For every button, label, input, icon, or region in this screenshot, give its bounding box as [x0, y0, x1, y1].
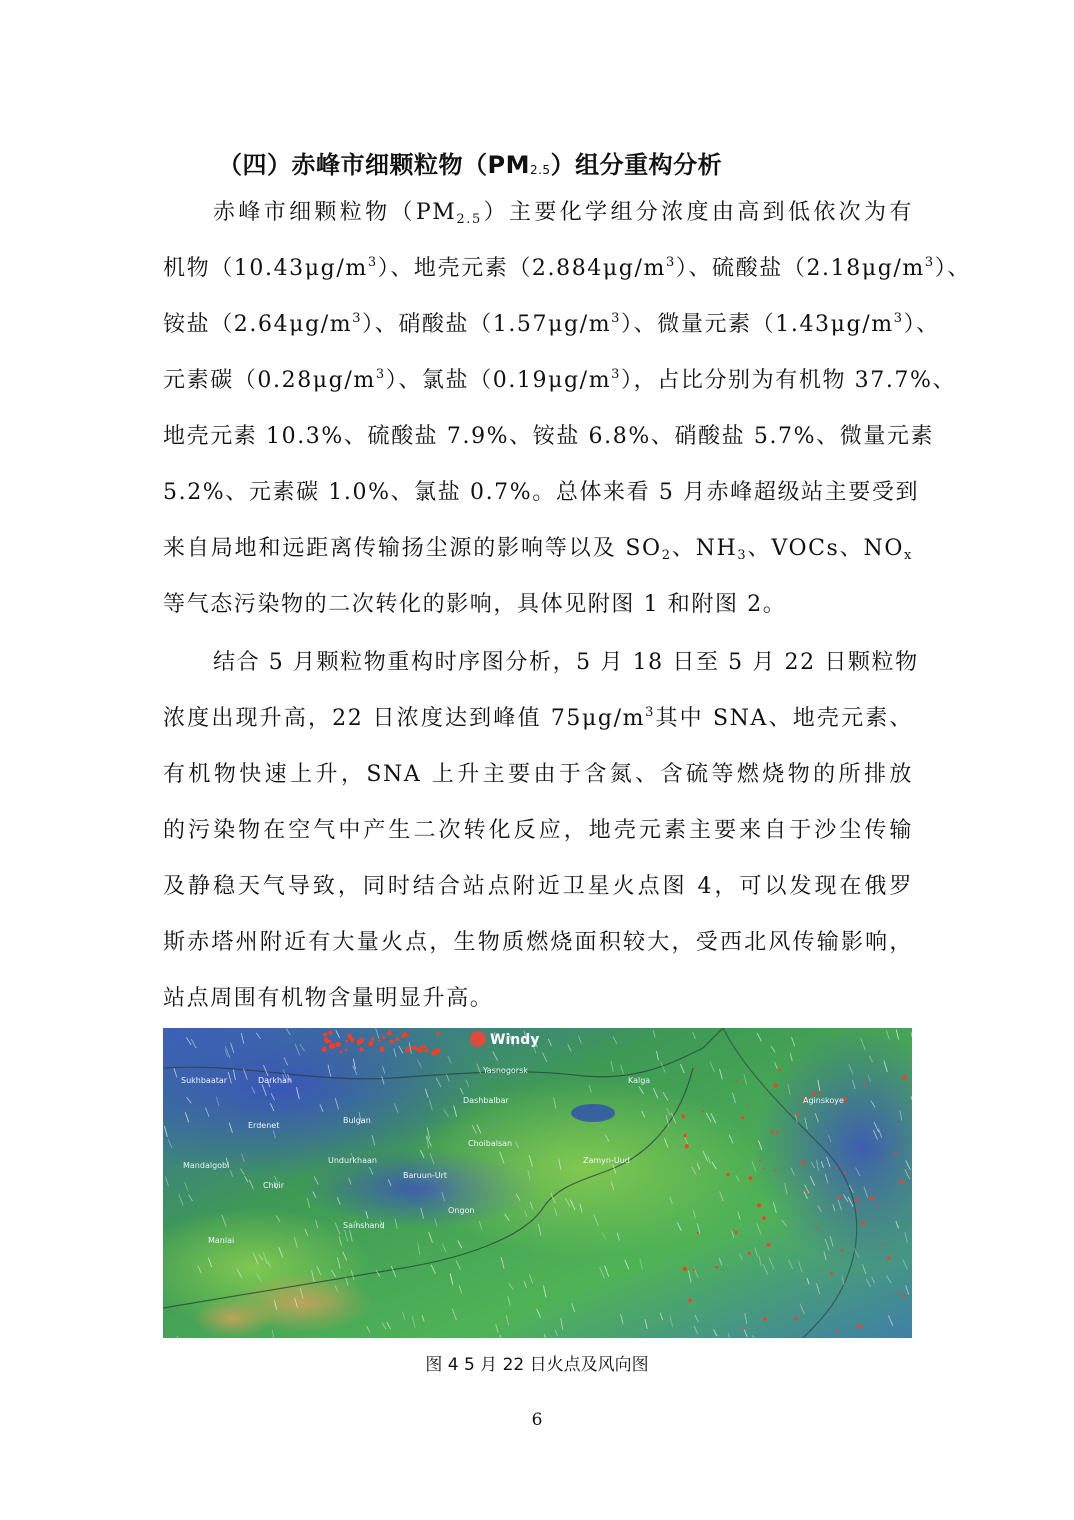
para1-line-6: 5.2%、元素碳 1.0%、氯盐 0.7%。总体来看 5 月赤峰超级站主要受到 [163, 480, 920, 505]
para2-line-4: 的污染物在空气中产生二次转化反应，地壳元素主要来自于沙尘传输 [163, 818, 913, 843]
fire-point [357, 1040, 362, 1045]
fire-point [864, 1083, 866, 1085]
map-place-label: Zamyn-Uud [583, 1156, 630, 1165]
fire-point [763, 1168, 765, 1170]
fire-point [417, 1047, 422, 1052]
fire-point [902, 1295, 905, 1298]
fire-point [387, 1031, 392, 1036]
fire-point [743, 1328, 745, 1330]
fire-point [379, 1047, 384, 1052]
map-place-label: Dashbalbar [463, 1096, 509, 1105]
map-place-label: Baruun-Urt [403, 1171, 448, 1180]
fire-point [841, 1249, 844, 1252]
map-place-label: Sainshand [343, 1221, 385, 1230]
fire-wind-map [163, 1028, 912, 1338]
fire-point [855, 1198, 858, 1201]
map-place-label: Erdenet [248, 1121, 280, 1130]
fire-point [836, 1330, 838, 1332]
map-place-label: Mandalgobi [183, 1161, 230, 1170]
map-place-label: Choir [263, 1181, 285, 1190]
map-place-label: Darkhan [258, 1076, 293, 1085]
fire-point [347, 1034, 352, 1039]
fire-point [899, 1180, 903, 1184]
fire-point [736, 1080, 738, 1082]
fire-point [762, 1216, 766, 1220]
fire-point [763, 1317, 767, 1321]
fire-point [774, 1169, 776, 1171]
para2-line-3: 有机物快速上升，SNA 上升主要由于含氮、含硫等燃烧物的所排放 [163, 762, 913, 787]
windy-logo-text: Windy [490, 1032, 540, 1048]
fire-point [902, 1076, 906, 1080]
fire-point [715, 1266, 717, 1268]
fire-point [436, 1049, 440, 1053]
map-place-label: Manlai [208, 1236, 235, 1245]
para2-line-2: 浓度出现升高，22 日浓度达到峰值 $75\mu g/m^3$其中 SNA、地壳元素、 [163, 705, 914, 731]
fire-point [702, 1110, 704, 1112]
para2-line-1: 结合 5 月颗粒物重构时序图分析，5 月 18 日至 5 月 22 日颗粒物 [213, 650, 919, 675]
map-place-label: Sukhbaatar [181, 1076, 228, 1085]
fire-point [371, 1038, 374, 1041]
fire-point [329, 1043, 335, 1049]
fire-point [836, 1167, 838, 1169]
fire-point [401, 1034, 404, 1037]
para1-line-2: 机物$(10.43\mu g/m^3)$、地壳元素$(2.884\mu g/m^3)$、硫酸盐$(2.18\mu g/m^3)$、 [163, 255, 971, 281]
fire-point [878, 1205, 880, 1207]
fire-point [359, 1047, 363, 1051]
windy-logo [470, 1031, 539, 1048]
para2-line-7: 站点周围有机物含量明显升高。 [163, 986, 494, 1011]
fire-point [328, 1031, 332, 1035]
fire-point [767, 1243, 771, 1247]
fire-point [801, 1161, 805, 1165]
fire-point [414, 1047, 418, 1051]
fire-point [378, 1040, 380, 1042]
fire-point [424, 1045, 427, 1048]
fire-point [324, 1037, 328, 1041]
para1-line-3: 铵盐$(2.64\mu g/m^3)$、硝酸盐$(1.57\mu g/m^3)$、微量元素$(1.43\mu g/m^3)$、 [163, 311, 940, 337]
fire-point [335, 1042, 340, 1047]
fire-point [830, 1272, 833, 1275]
fire-point [857, 1324, 861, 1328]
heading-text-end: ）组分重构分析 [550, 151, 723, 179]
fire-point [726, 1173, 729, 1176]
heading-subscript: 2.5 [529, 163, 551, 177]
fire-point [407, 1034, 410, 1037]
fire-point [425, 1049, 429, 1053]
map-place-label: Aginskoye [803, 1096, 844, 1105]
fire-point [817, 1226, 819, 1228]
map-place-label: Kalga [628, 1076, 651, 1085]
section-heading [218, 145, 722, 180]
fire-point [693, 1068, 695, 1070]
fire-point [747, 1105, 749, 1107]
fire-point [345, 1049, 348, 1052]
fire-point [819, 1091, 822, 1094]
para2-line-5: 及静稳天气导致，同时结合站点附近卫星火点图 4，可以发现在俄罗 [163, 874, 913, 899]
para1-line-4: 元素碳$(0.28\mu g/m^3)$、氯盐$(0.19\mu g/m^3)$，占比分别为有机物 37.7%、 [163, 367, 957, 393]
map-place-label: Ongon [448, 1206, 475, 1215]
fire-point [776, 1131, 779, 1134]
fire-point [685, 1144, 689, 1148]
fire-point [773, 1083, 777, 1087]
fire-point [697, 1232, 699, 1234]
fire-point [778, 1068, 781, 1071]
para2-line-6: 斯赤塔州附近有大量火点，生物质燃烧面积较大，受西北风传输影响， [163, 930, 913, 955]
map-place-label: Yasnogorsk [483, 1066, 528, 1075]
map-tan-region [193, 1298, 273, 1338]
map-place-label: Bulgan [343, 1116, 371, 1125]
map-place-label: Choibalsan [468, 1139, 513, 1148]
fire-point [733, 1229, 735, 1231]
fire-point [368, 1041, 373, 1046]
para1-line-8: 等气态污染物的二次转化的影响，具体见附图 1 和附图 2。 [163, 592, 787, 617]
fire-point [683, 1134, 686, 1137]
fire-point [882, 1244, 884, 1246]
fire-point [895, 1152, 897, 1154]
fire-point [683, 1267, 687, 1271]
fire-point [898, 1291, 900, 1293]
fire-point [857, 1208, 859, 1210]
para1-line-7: 来自局地和远距离传输扬尘源的影响等以及 $SO_2$、$NH_3$、VOCs、$NO_x$ [163, 536, 913, 563]
fire-point [759, 1160, 761, 1162]
fire-point [340, 1051, 343, 1054]
figure-caption: 图 4 5 月 22 日火点及风向图 [425, 1355, 649, 1375]
heading-text: （四）赤峰市细颗粒物（PM [218, 151, 530, 179]
fire-point [405, 1047, 410, 1052]
map-place-label: Undurkhaan [328, 1156, 377, 1165]
fire-point [681, 1114, 685, 1118]
fire-point [389, 1039, 393, 1043]
fire-point [887, 1256, 891, 1260]
map-lake [571, 1104, 615, 1122]
fire-point [771, 1130, 774, 1133]
windy-logo-icon [470, 1031, 486, 1047]
fire-point [692, 1268, 694, 1270]
fire-point [805, 1191, 807, 1193]
fire-point [345, 1040, 348, 1043]
fire-point [382, 1036, 385, 1039]
fire-point [735, 1231, 738, 1234]
fire-point [794, 1317, 797, 1320]
fire-point [436, 1032, 439, 1035]
fire-point [431, 1051, 436, 1056]
fire-point [688, 1299, 692, 1303]
fire-point [322, 1047, 327, 1052]
fire-point [395, 1038, 399, 1042]
fire-point [323, 1032, 327, 1036]
page-number: 6 [531, 1410, 543, 1430]
fire-point [862, 1221, 866, 1225]
fire-point [844, 1172, 846, 1174]
para1-line-5: 地壳元素 10.3%、硫酸盐 7.9%、铵盐 6.8%、硝酸盐 5.7%、微量元素 [163, 424, 935, 449]
fire-point [838, 1196, 841, 1199]
fire-point [757, 1203, 761, 1207]
fire-point [797, 1113, 800, 1116]
fire-point [749, 1176, 753, 1180]
fire-point [870, 1196, 874, 1200]
fire-point [741, 1116, 744, 1119]
fire-point [748, 1252, 751, 1255]
para1-line-1: 赤峰市细颗粒物$(PM_{2.5})$主要化学组分浓度由高到低依次为有 [213, 200, 913, 227]
